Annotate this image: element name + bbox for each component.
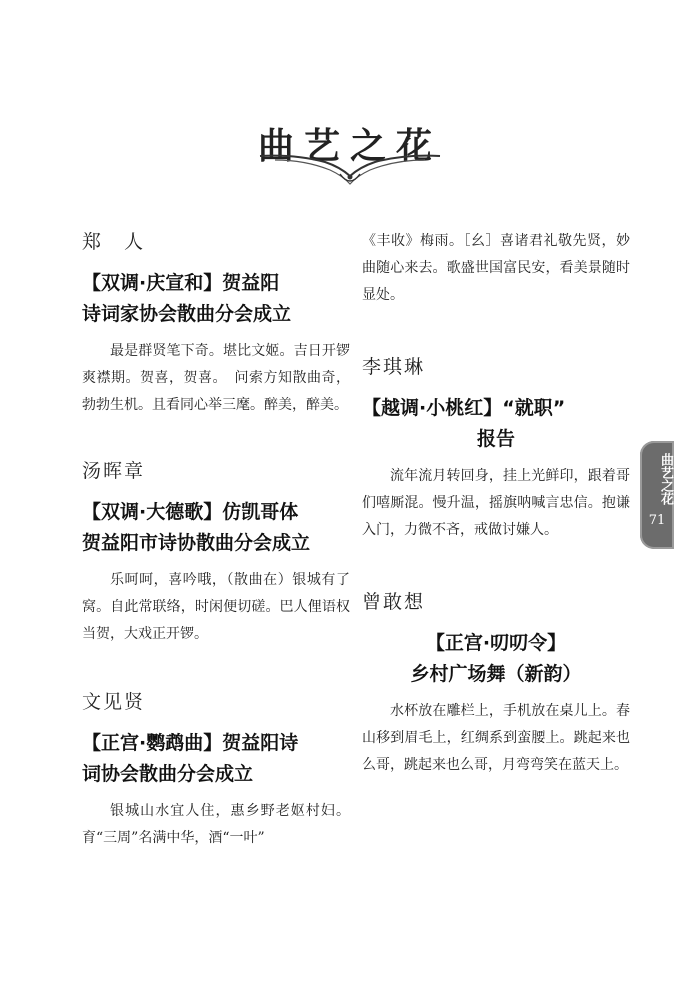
author-name: 汤晖章 <box>82 460 146 482</box>
poem-title-line: 【双调·庆宣和】贺益阳 <box>82 272 280 294</box>
header-ornament-icon <box>255 150 445 190</box>
poem-title-line: 词协会散曲分会成立 <box>82 763 254 785</box>
poem-body: 流年流月转回身，挂上光鲜印，跟着哥们嘻厮混。慢升温，摇旗呐喊言忠信。抱谦入门，力微不吝，戒做讨嫌人。 <box>362 468 630 538</box>
left-column <box>82 228 350 852</box>
poem-wen-jianxian <box>82 688 350 852</box>
author-name: 李琪琳 <box>362 356 426 378</box>
poem-zeng-ganxiang <box>362 588 630 779</box>
poem-body-continued: 《丰收》梅雨。［幺］喜诸君礼敬先贤，妙曲随心来去。歌盛世国富民安，看美景随时显处。 <box>362 233 630 303</box>
poem-li-qilin <box>362 353 630 544</box>
author-name: 郑 人 <box>82 231 146 253</box>
poem-title-line: 贺益阳市诗协散曲分会成立 <box>82 532 311 554</box>
poem-title-line: 诗词家协会散曲分会成立 <box>82 303 292 325</box>
poem-tang-huizhang <box>82 457 350 648</box>
poem-zheng-ren <box>82 228 350 419</box>
section-thumb-tab <box>640 441 674 549</box>
poem-title-line: 【双调·大德歌】仿凯哥体 <box>82 501 299 523</box>
poem-title-line: 【正宫·叨叨令】 <box>425 632 567 654</box>
author-name: 曾敢想 <box>362 591 426 613</box>
section-header-title: 曲艺之花 <box>257 126 442 167</box>
poem-body: 水杯放在雕栏上，手机放在桌儿上。春山移到眉毛上，红绸系到蛮腰上。跳起来也么哥，跳起来也么哥，月弯弯笑在蓝天上。 <box>362 703 630 773</box>
poem-title-line: 乡村广场舞（新韵） <box>410 663 582 685</box>
section-tab-label: 曲艺之花 <box>658 453 673 505</box>
poem-title-line: 【越调·小桃红】“就职” <box>362 397 566 419</box>
page-number: 71 <box>648 513 666 528</box>
author-name: 文见贤 <box>82 691 146 713</box>
poem-body: 最是群贤笔下奇。堪比文姬。吉日开锣爽襟期。贺喜，贺喜。 问索方知散曲奇，勃勃生机。且看同心举三麾。醉美，醉美。 <box>82 343 350 413</box>
poem-body: 乐呵呵，喜吟哦，（散曲在）银城有了窝。自此常联络，时闲便切磋。巴人俚语权当贺，大戏正开锣。 <box>82 572 350 642</box>
poem-body: 银城山水宜人住，惠乡野老妪村妇。育“三周”名满中华，酒“一叶” <box>82 803 350 846</box>
poem-title-line: 【正宫·鹦鹉曲】贺益阳诗 <box>82 732 299 754</box>
poem-title-line: 报告 <box>476 428 515 450</box>
right-column <box>362 228 630 779</box>
